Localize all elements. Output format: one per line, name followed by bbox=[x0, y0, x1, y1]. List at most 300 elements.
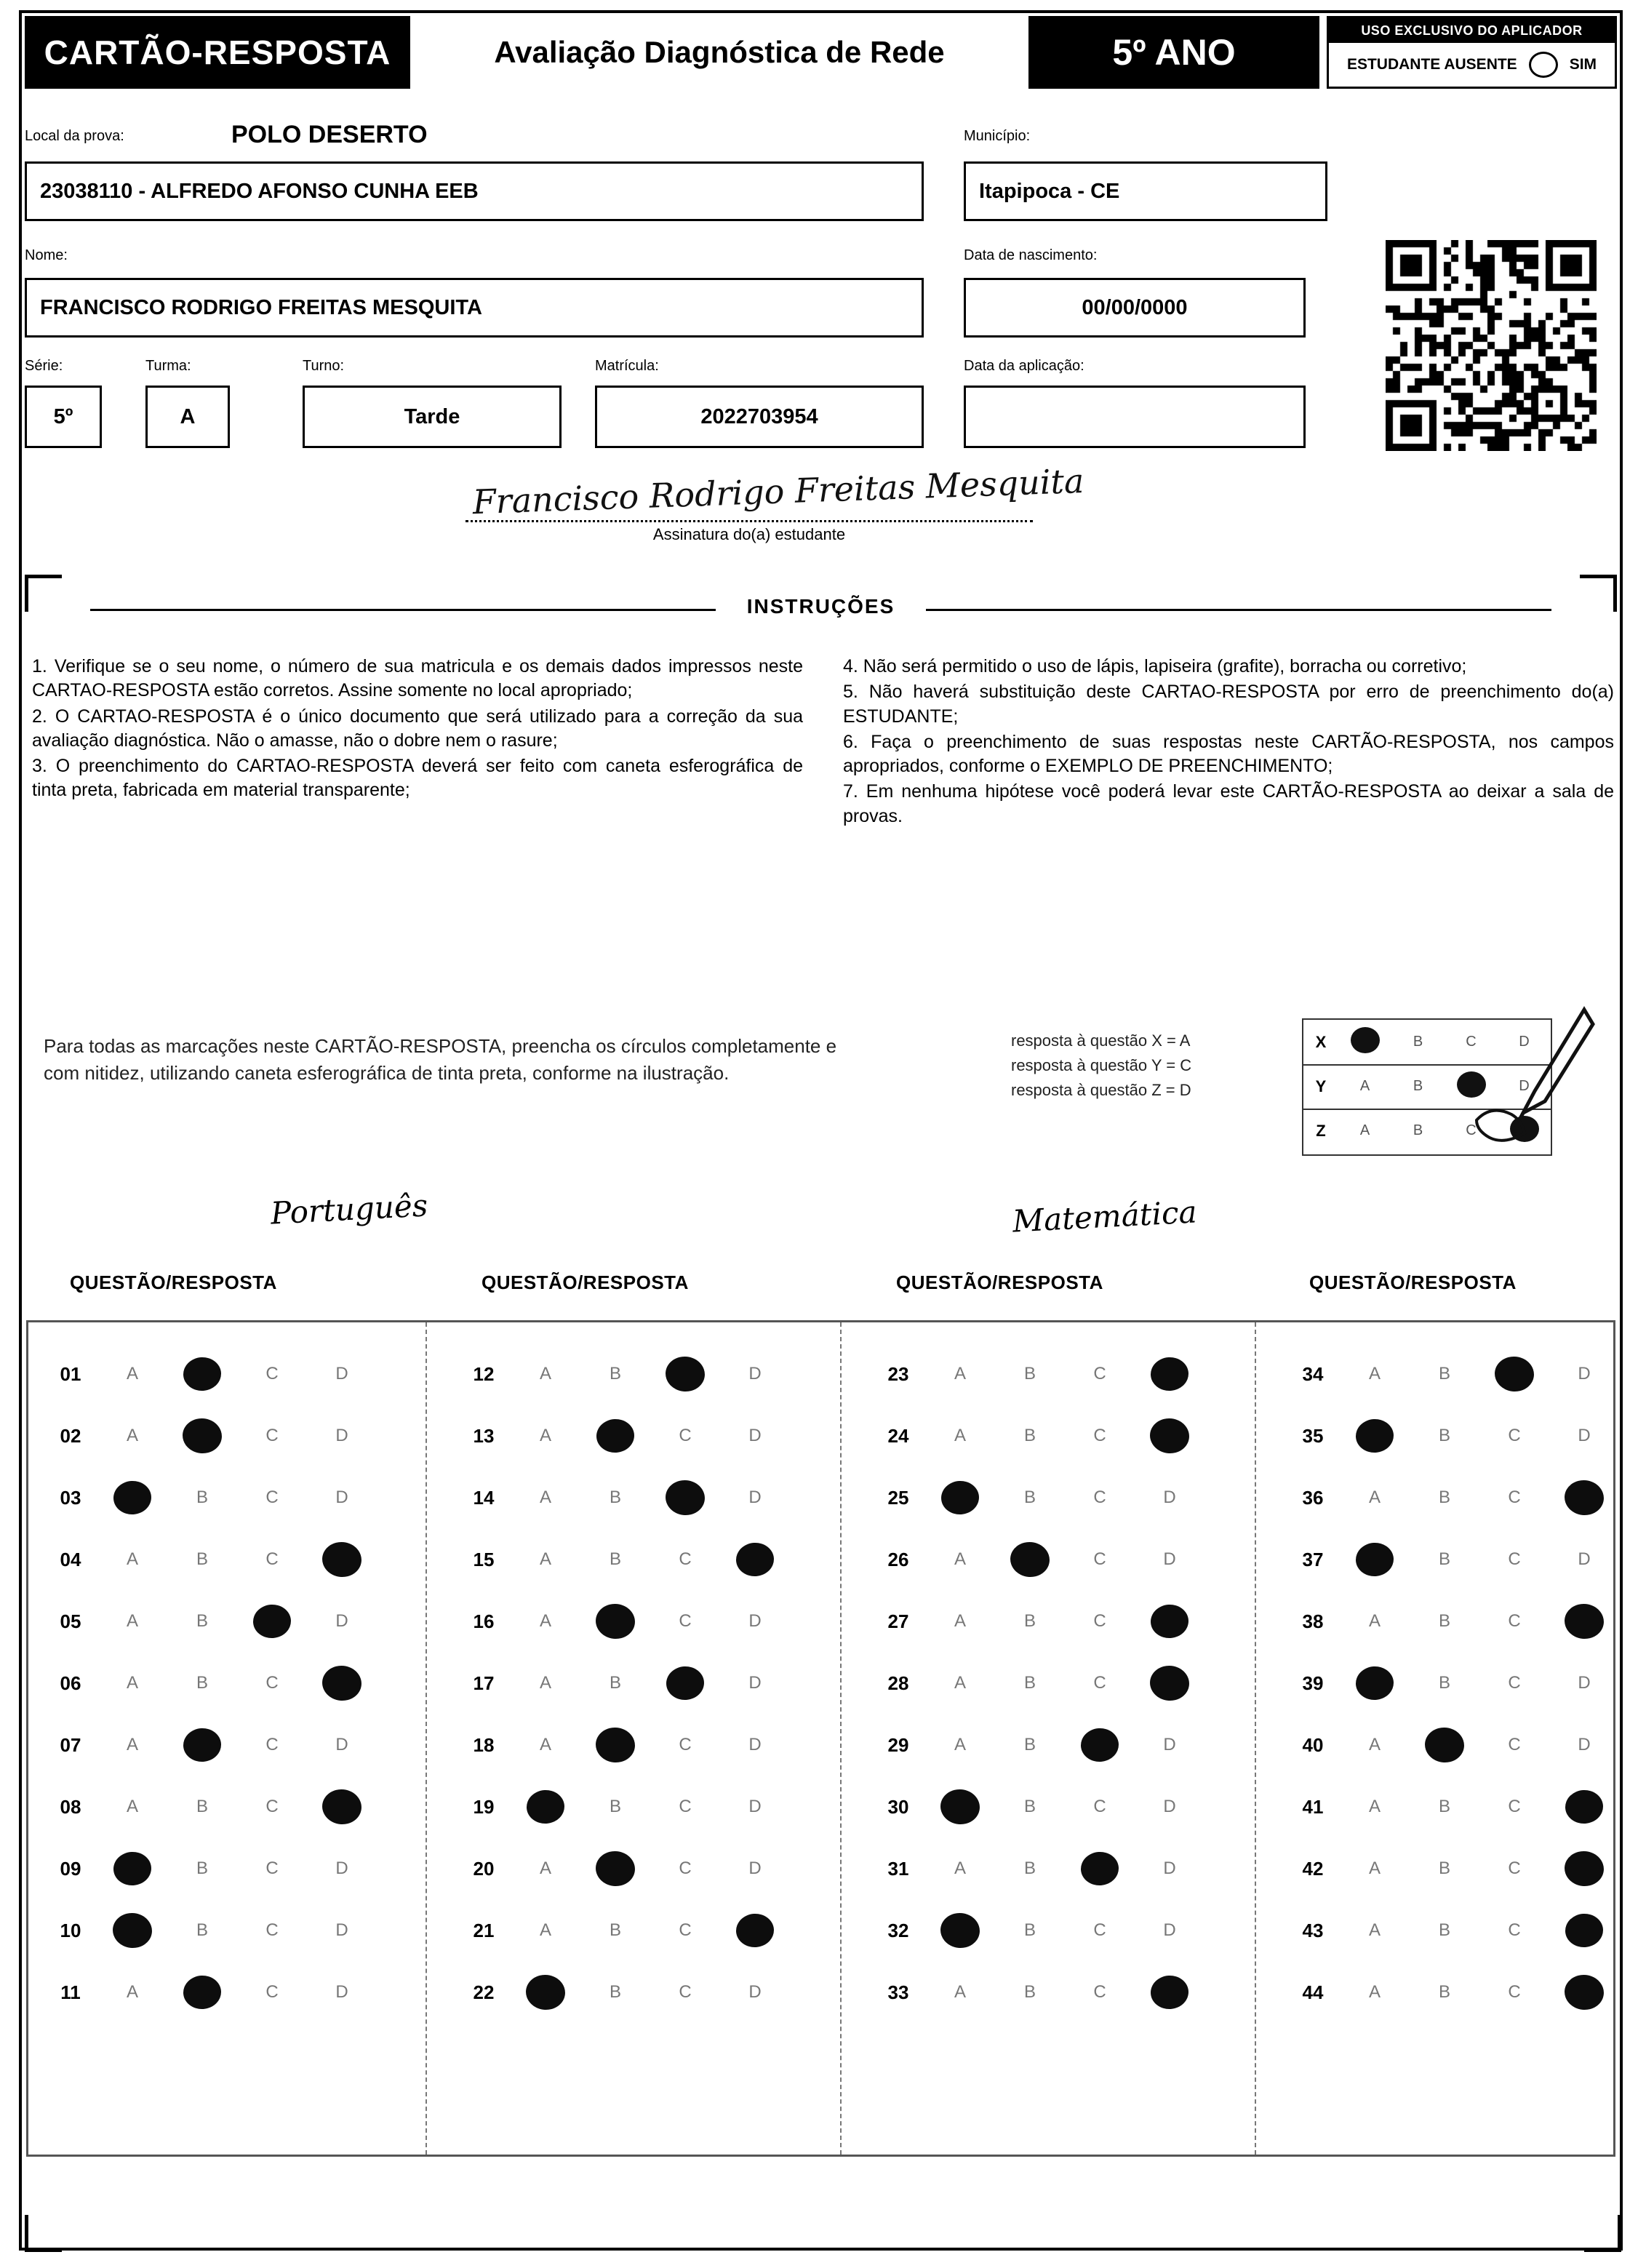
answer-bubble-B[interactable]: B bbox=[196, 1673, 208, 1693]
answer-bubble-D[interactable]: D bbox=[748, 1673, 762, 1693]
question-number: 29 bbox=[887, 1733, 909, 1756]
turno-value: Tarde bbox=[404, 404, 460, 428]
answer-bubble-D[interactable]: D bbox=[748, 1735, 762, 1754]
answer-bubble-D[interactable]: D bbox=[748, 1982, 762, 2002]
filled-bubble bbox=[735, 1541, 775, 1578]
instruction-item: 5. Não haverá substituição deste CARTAO-RESPOSTA por erro de preenchimento do(a) ESTUDANTE; bbox=[843, 682, 1614, 727]
question-number: 10 bbox=[60, 1919, 81, 1941]
answer-bubble-B[interactable]: B bbox=[196, 1549, 208, 1569]
answer-bubble-C[interactable]: C bbox=[1093, 1549, 1106, 1569]
municipio-value: Itapipoca - CE bbox=[979, 179, 1120, 203]
nome-field[interactable] bbox=[25, 278, 924, 338]
answer-bubble-A[interactable]: A bbox=[126, 1549, 138, 1569]
answer-bubble-B[interactable]: B bbox=[1023, 1797, 1036, 1816]
filled-bubble bbox=[1423, 1725, 1466, 1764]
filled-bubble bbox=[111, 1911, 154, 1949]
applicator-box bbox=[1327, 16, 1617, 89]
answer-bubble-C[interactable]: C bbox=[1093, 1364, 1106, 1383]
answer-bubble-D[interactable]: D bbox=[748, 1364, 762, 1383]
filled-bubble bbox=[252, 1603, 292, 1640]
question-number: 04 bbox=[60, 1548, 81, 1570]
answer-bubble-A[interactable]: A bbox=[954, 1426, 966, 1445]
answer-bubble-C[interactable]: C bbox=[1093, 1982, 1106, 2002]
answer-bubble-B[interactable]: B bbox=[196, 1858, 208, 1878]
answer-row[interactable] bbox=[44, 1780, 377, 1834]
answer-bubble-B[interactable]: B bbox=[1023, 1673, 1036, 1693]
answer-bubble-B[interactable]: B bbox=[1023, 1611, 1036, 1631]
answer-row[interactable] bbox=[44, 1471, 377, 1525]
signature-label: Assinatura do(a) estudante bbox=[652, 525, 846, 543]
answer-bubble-D[interactable]: D bbox=[1163, 1735, 1176, 1754]
answer-row[interactable] bbox=[1286, 1594, 1619, 1648]
answer-bubble-D[interactable]: D bbox=[1578, 1426, 1591, 1445]
answer-bubble-B[interactable]: B bbox=[609, 1673, 621, 1693]
answer-row[interactable] bbox=[871, 1533, 1204, 1586]
answer-row[interactable] bbox=[44, 1533, 377, 1586]
question-number: 09 bbox=[60, 1857, 81, 1880]
answer-row[interactable] bbox=[457, 1656, 790, 1710]
answer-bubble-D[interactable]: D bbox=[748, 1797, 762, 1816]
answer-bubble-B[interactable]: B bbox=[1023, 1920, 1036, 1940]
answer-bubble-B[interactable]: B bbox=[1438, 1920, 1450, 1940]
answer-bubble-B[interactable]: B bbox=[609, 1364, 621, 1383]
answer-row[interactable] bbox=[457, 1409, 790, 1463]
example-row-label: Z bbox=[1316, 1121, 1326, 1140]
example-option: B bbox=[1413, 1078, 1423, 1094]
answer-bubble-D[interactable]: D bbox=[1578, 1673, 1591, 1693]
question-number: 24 bbox=[887, 1424, 909, 1447]
legend-line: resposta à questão X = A bbox=[1011, 1031, 1191, 1050]
answer-bubble-A[interactable]: A bbox=[954, 1364, 966, 1383]
school-field[interactable] bbox=[25, 161, 924, 221]
question-number: 21 bbox=[473, 1919, 495, 1941]
answer-bubble-A[interactable]: A bbox=[539, 1364, 551, 1383]
filled-bubble bbox=[1148, 1664, 1191, 1702]
answer-bubble-A[interactable]: A bbox=[126, 1611, 138, 1631]
answer-bubble-A[interactable]: A bbox=[1368, 1488, 1381, 1507]
answer-bubble-C[interactable]: C bbox=[1508, 1858, 1521, 1878]
aplicacao-field[interactable] bbox=[964, 386, 1306, 448]
question-number: 43 bbox=[1302, 1919, 1324, 1941]
filled-bubble bbox=[1563, 1602, 1606, 1640]
nome-value: FRANCISCO RODRIGO FREITAS MESQUITA bbox=[40, 295, 482, 319]
card-title: CARTÃO-RESPOSTA bbox=[44, 33, 391, 71]
filled-bubble bbox=[1351, 1027, 1380, 1053]
answer-row[interactable] bbox=[44, 1656, 377, 1710]
answer-bubble-A[interactable]: A bbox=[1368, 1611, 1381, 1631]
nascimento-label: Data de nascimento: bbox=[964, 247, 1098, 263]
question-number: 16 bbox=[473, 1610, 495, 1632]
answer-row[interactable] bbox=[1286, 1965, 1619, 2019]
answer-bubble-B[interactable]: B bbox=[1023, 1735, 1036, 1754]
filled-bubble bbox=[1564, 1912, 1604, 1949]
answer-bubble-B[interactable]: B bbox=[1023, 1858, 1036, 1878]
matricula-field[interactable] bbox=[595, 386, 924, 448]
absent-bubble[interactable] bbox=[1529, 52, 1558, 78]
answer-bubble-D[interactable]: D bbox=[1578, 1364, 1591, 1383]
answer-bubble-C[interactable]: C bbox=[1508, 1673, 1521, 1693]
answer-bubble-C[interactable]: C bbox=[1508, 1735, 1521, 1754]
question-number: 02 bbox=[60, 1424, 81, 1447]
answer-row[interactable] bbox=[871, 1965, 1204, 2019]
answer-row[interactable] bbox=[457, 1471, 790, 1525]
filled-bubble bbox=[1493, 1354, 1536, 1393]
answer-bubble-C[interactable]: C bbox=[1508, 1611, 1521, 1631]
answer-bubble-A[interactable]: A bbox=[1368, 1797, 1381, 1816]
answer-bubble-C[interactable]: C bbox=[1508, 1488, 1521, 1507]
example-option bbox=[1338, 1027, 1391, 1058]
answer-bubble-A[interactable]: A bbox=[126, 1797, 138, 1816]
question-column-title: QUESTÃO/RESPOSTA bbox=[1309, 1271, 1517, 1293]
answer-bubble-A[interactable]: A bbox=[1368, 1920, 1381, 1940]
answer-bubble-A[interactable]: A bbox=[1368, 1858, 1381, 1878]
answer-bubble-C[interactable]: C bbox=[265, 1673, 279, 1693]
answer-bubble-A[interactable]: A bbox=[539, 1673, 551, 1693]
answer-row[interactable] bbox=[871, 1780, 1204, 1834]
filled-bubble bbox=[1563, 1973, 1606, 2011]
answer-row[interactable] bbox=[44, 1904, 377, 1957]
question-number: 17 bbox=[473, 1672, 495, 1694]
municipio-field[interactable] bbox=[964, 161, 1327, 221]
fill-example-legend bbox=[1011, 1029, 1302, 1103]
answer-bubble-C[interactable]: C bbox=[1093, 1611, 1106, 1631]
corner-mark-bottom-right bbox=[1584, 2215, 1621, 2252]
answer-row[interactable] bbox=[457, 1842, 790, 1896]
filled-bubble bbox=[321, 1540, 364, 1578]
answers-divider bbox=[426, 1322, 427, 2155]
qr-code bbox=[1386, 240, 1597, 451]
filled-bubble bbox=[321, 1664, 364, 1702]
question-column-title: QUESTÃO/RESPOSTA bbox=[482, 1271, 689, 1293]
answer-row[interactable] bbox=[1286, 1904, 1619, 1957]
example-row-label: X bbox=[1315, 1032, 1327, 1051]
filled-bubble bbox=[182, 1356, 222, 1392]
filled-bubble bbox=[1354, 1541, 1394, 1578]
filled-bubble bbox=[1009, 1540, 1052, 1578]
answer-bubble-B[interactable]: B bbox=[1438, 1426, 1450, 1445]
answer-bubble-A[interactable]: A bbox=[126, 1426, 138, 1445]
fill-note: Para todas as marcações neste CARTÃO-RESPOSTA, preencha os círculos completamente e com nitidez, utilizando caneta esferográfica de tinta preta, conforme na ilustração. bbox=[44, 1035, 837, 1084]
answer-bubble-C[interactable]: C bbox=[1508, 1426, 1521, 1445]
answer-bubble-D[interactable]: D bbox=[1163, 1488, 1176, 1507]
nascimento-field[interactable] bbox=[964, 278, 1306, 338]
pen-icon bbox=[1447, 1004, 1600, 1157]
filled-bubble bbox=[525, 1789, 565, 1825]
answer-row[interactable] bbox=[871, 1347, 1204, 1401]
matricula-value: 2022703954 bbox=[700, 404, 818, 428]
answer-bubble-B[interactable]: B bbox=[609, 1797, 621, 1816]
answer-bubble-A[interactable]: A bbox=[954, 1549, 966, 1569]
filled-bubble bbox=[595, 1418, 635, 1454]
answer-bubble-B[interactable]: B bbox=[196, 1920, 208, 1940]
question-number: 37 bbox=[1302, 1548, 1324, 1570]
answer-bubble-C[interactable]: C bbox=[1093, 1673, 1106, 1693]
nome-label: Nome: bbox=[25, 247, 68, 263]
answer-bubble-D[interactable]: D bbox=[1163, 1549, 1176, 1569]
answer-bubble-A[interactable]: A bbox=[539, 1735, 551, 1754]
answer-bubble-B[interactable]: B bbox=[1438, 1982, 1450, 2002]
answer-bubble-B[interactable]: B bbox=[1438, 1673, 1450, 1693]
turno-field[interactable] bbox=[303, 386, 562, 448]
filled-bubble bbox=[665, 1665, 705, 1701]
answer-row[interactable] bbox=[457, 1718, 790, 1772]
answers-divider bbox=[1255, 1322, 1256, 2155]
answer-row[interactable] bbox=[44, 1842, 377, 1896]
absent-row bbox=[1329, 43, 1615, 87]
answer-bubble-A[interactable]: A bbox=[126, 1735, 138, 1754]
answer-bubble-B[interactable]: B bbox=[609, 1920, 621, 1940]
instructions-column-right bbox=[843, 655, 1614, 830]
serie-label: Série: bbox=[25, 358, 63, 374]
answer-bubble-D[interactable]: D bbox=[335, 1488, 348, 1507]
answer-bubble-A[interactable]: A bbox=[126, 1364, 138, 1383]
answer-bubble-A[interactable]: A bbox=[539, 1488, 551, 1507]
example-option: C bbox=[1466, 1034, 1477, 1050]
answer-bubble-C[interactable]: C bbox=[265, 1549, 279, 1569]
question-number: 13 bbox=[473, 1424, 495, 1447]
answer-row[interactable] bbox=[871, 1904, 1204, 1957]
answer-bubble-C[interactable]: C bbox=[1093, 1920, 1106, 1940]
example-option: B bbox=[1413, 1034, 1423, 1050]
answer-bubble-D[interactable]: D bbox=[748, 1858, 762, 1878]
exam-title-box bbox=[410, 16, 1028, 89]
answer-bubble-D[interactable]: D bbox=[748, 1611, 762, 1631]
subject-portuguese: Português bbox=[269, 1187, 429, 1231]
answer-bubble-C[interactable]: C bbox=[679, 1797, 692, 1816]
answer-bubble-D[interactable]: D bbox=[1163, 1858, 1176, 1878]
question-number: 34 bbox=[1302, 1362, 1324, 1385]
answer-bubble-B[interactable]: B bbox=[1023, 1982, 1036, 2002]
answer-bubble-C[interactable]: C bbox=[1093, 1797, 1106, 1816]
answer-bubble-C[interactable]: C bbox=[679, 1982, 692, 2002]
answer-bubble-D[interactable]: D bbox=[335, 1364, 348, 1383]
aplicacao-label: Data da aplicação: bbox=[964, 358, 1084, 374]
answer-row[interactable] bbox=[871, 1656, 1204, 1710]
answer-row[interactable] bbox=[871, 1718, 1204, 1772]
filled-bubble bbox=[1149, 1974, 1189, 2011]
example-option: A bbox=[1359, 1122, 1370, 1138]
corner-mark-bottom-left bbox=[25, 2215, 62, 2252]
answer-row[interactable] bbox=[871, 1842, 1204, 1896]
answer-bubble-C[interactable]: C bbox=[265, 1735, 279, 1754]
municipio-label: Município: bbox=[964, 128, 1031, 144]
answer-row[interactable] bbox=[457, 1904, 790, 1957]
answer-bubble-A[interactable]: A bbox=[126, 1982, 138, 2002]
filled-bubble bbox=[181, 1416, 224, 1455]
question-number: 32 bbox=[887, 1919, 909, 1941]
nascimento-value: 00/00/0000 bbox=[1082, 295, 1188, 319]
student-signature-handwriting: Francisco Rodrigo Freitas Mesquita bbox=[471, 460, 1085, 522]
answer-bubble-A[interactable]: A bbox=[539, 1920, 551, 1940]
question-number: 20 bbox=[473, 1857, 495, 1880]
answer-bubble-C[interactable]: C bbox=[1508, 1920, 1521, 1940]
answer-bubble-A[interactable]: A bbox=[954, 1982, 966, 2002]
filled-bubble bbox=[735, 1912, 775, 1949]
filled-bubble bbox=[1563, 1849, 1606, 1888]
question-number: 05 bbox=[60, 1610, 81, 1632]
answer-row[interactable] bbox=[1286, 1780, 1619, 1834]
question-number: 18 bbox=[473, 1733, 495, 1756]
answer-bubble-A[interactable]: A bbox=[1368, 1364, 1381, 1383]
answer-bubble-C[interactable]: C bbox=[1093, 1426, 1106, 1445]
answer-bubble-B[interactable]: B bbox=[196, 1611, 208, 1631]
matricula-label: Matrícula: bbox=[595, 358, 659, 374]
question-number: 03 bbox=[60, 1486, 81, 1509]
answer-bubble-B[interactable]: B bbox=[609, 1488, 621, 1507]
answer-bubble-D[interactable]: D bbox=[335, 1611, 348, 1631]
instruction-item: 6. Faça o preenchimento de suas respostas neste CARTÃO-RESPOSTA, nos campos apropriados, conforme o EXEMPLO DE PREENCHIMENTO; bbox=[843, 731, 1614, 776]
local-label: Local da prova: bbox=[25, 128, 124, 144]
question-number: 44 bbox=[1302, 1981, 1324, 2003]
answer-bubble-A[interactable]: A bbox=[954, 1673, 966, 1693]
answer-bubble-D[interactable]: D bbox=[1163, 1920, 1176, 1940]
answer-bubble-B[interactable]: B bbox=[609, 1549, 621, 1569]
instruction-item: 3. O preenchimento do CARTAO-RESPOSTA deverá ser feito com caneta esferográfica de tinta preta, fabricada em material transparente; bbox=[32, 756, 803, 801]
answer-row[interactable] bbox=[44, 1965, 377, 2019]
answer-bubble-C[interactable]: C bbox=[265, 1797, 279, 1816]
answer-row[interactable] bbox=[44, 1718, 377, 1772]
answer-bubble-A[interactable]: A bbox=[954, 1735, 966, 1754]
answer-row[interactable] bbox=[457, 1347, 790, 1401]
answer-row[interactable] bbox=[1286, 1533, 1619, 1586]
serie-field[interactable] bbox=[25, 386, 102, 448]
answer-bubble-D[interactable]: D bbox=[748, 1426, 762, 1445]
answer-bubble-D[interactable]: D bbox=[335, 1735, 348, 1754]
answer-bubble-C[interactable]: C bbox=[265, 1982, 279, 2002]
answer-bubble-A[interactable]: A bbox=[539, 1549, 551, 1569]
answer-bubble-B[interactable]: B bbox=[1023, 1426, 1036, 1445]
answer-bubble-D[interactable]: D bbox=[335, 1858, 348, 1878]
grade-banner bbox=[1028, 16, 1319, 89]
answer-bubble-C[interactable]: C bbox=[265, 1488, 279, 1507]
card-title-banner bbox=[25, 16, 410, 89]
answer-row[interactable] bbox=[457, 1594, 790, 1648]
answer-bubble-B[interactable]: B bbox=[1438, 1549, 1450, 1569]
question-number: 06 bbox=[60, 1672, 81, 1694]
serie-value: 5º bbox=[53, 404, 73, 428]
filled-bubble bbox=[1149, 1603, 1189, 1640]
answer-bubble-A[interactable]: A bbox=[1368, 1982, 1381, 2002]
answer-row[interactable] bbox=[457, 1533, 790, 1586]
example-option: A bbox=[1359, 1078, 1370, 1094]
answer-row[interactable] bbox=[1286, 1471, 1619, 1525]
answer-bubble-D[interactable]: D bbox=[1163, 1797, 1176, 1816]
answer-bubble-B[interactable]: B bbox=[609, 1982, 621, 2002]
answer-bubble-C[interactable]: C bbox=[265, 1364, 279, 1383]
filled-bubble bbox=[664, 1478, 707, 1517]
answer-bubble-B[interactable]: B bbox=[1438, 1797, 1450, 1816]
answer-bubble-B[interactable]: B bbox=[1438, 1364, 1450, 1383]
question-number: 11 bbox=[60, 1981, 81, 2003]
answer-bubble-B[interactable]: B bbox=[196, 1488, 208, 1507]
answer-bubble-A[interactable]: A bbox=[954, 1611, 966, 1631]
subject-math: Matemática bbox=[1011, 1194, 1198, 1239]
answer-bubble-B[interactable]: B bbox=[1438, 1488, 1450, 1507]
answer-row[interactable] bbox=[1286, 1656, 1619, 1710]
question-number: 08 bbox=[60, 1795, 81, 1818]
question-number: 22 bbox=[473, 1981, 495, 2003]
question-number: 19 bbox=[473, 1795, 495, 1818]
turma-label: Turma: bbox=[145, 358, 191, 374]
answer-bubble-B[interactable]: B bbox=[1023, 1364, 1036, 1383]
answer-bubble-C[interactable]: C bbox=[1508, 1549, 1521, 1569]
question-number: 26 bbox=[887, 1548, 909, 1570]
answer-bubble-C[interactable]: C bbox=[1508, 1797, 1521, 1816]
answer-bubble-A[interactable]: A bbox=[126, 1673, 138, 1693]
answer-bubble-A[interactable]: A bbox=[539, 1611, 551, 1631]
answer-bubble-C[interactable]: C bbox=[679, 1858, 692, 1878]
answer-row[interactable] bbox=[1286, 1718, 1619, 1772]
answer-bubble-D[interactable]: D bbox=[335, 1982, 348, 2002]
answer-bubble-C[interactable]: C bbox=[265, 1920, 279, 1940]
answer-bubble-C[interactable]: C bbox=[265, 1426, 279, 1445]
filled-bubble bbox=[1079, 1727, 1119, 1763]
answer-bubble-D[interactable]: D bbox=[1578, 1735, 1591, 1754]
answer-bubble-A[interactable]: A bbox=[539, 1858, 551, 1878]
legend-line: resposta à questão Z = D bbox=[1011, 1081, 1191, 1100]
answer-bubble-A[interactable]: A bbox=[954, 1858, 966, 1878]
answer-bubble-B[interactable]: B bbox=[196, 1797, 208, 1816]
question-number: 25 bbox=[887, 1486, 909, 1509]
question-column-title: QUESTÃO/RESPOSTA bbox=[70, 1271, 277, 1293]
answer-bubble-A[interactable]: A bbox=[539, 1426, 551, 1445]
answer-row[interactable] bbox=[44, 1594, 377, 1648]
answer-bubble-D[interactable]: D bbox=[335, 1426, 348, 1445]
exam-title: Avaliação Diagnóstica de Rede bbox=[494, 35, 945, 69]
question-number: 27 bbox=[887, 1610, 909, 1632]
answer-row[interactable] bbox=[457, 1780, 790, 1834]
answer-row[interactable] bbox=[871, 1471, 1204, 1525]
answer-bubble-C[interactable]: C bbox=[679, 1611, 692, 1631]
answer-bubble-D[interactable]: D bbox=[748, 1488, 762, 1507]
answer-row[interactable] bbox=[871, 1594, 1204, 1648]
answer-row[interactable] bbox=[1286, 1409, 1619, 1463]
answer-bubble-C[interactable]: C bbox=[679, 1426, 692, 1445]
question-number: 40 bbox=[1302, 1733, 1324, 1756]
answer-row[interactable] bbox=[457, 1965, 790, 2019]
answer-bubble-C[interactable]: C bbox=[679, 1549, 692, 1569]
answer-bubble-C[interactable]: C bbox=[1508, 1982, 1521, 2002]
legend-line: resposta à questão Y = C bbox=[1011, 1056, 1192, 1075]
answer-bubble-B[interactable]: B bbox=[1438, 1611, 1450, 1631]
answer-row[interactable] bbox=[44, 1409, 377, 1463]
answer-bubble-D[interactable]: D bbox=[335, 1920, 348, 1940]
answer-row[interactable] bbox=[1286, 1347, 1619, 1401]
answer-bubble-D[interactable]: D bbox=[1578, 1549, 1591, 1569]
question-number: 31 bbox=[887, 1857, 909, 1880]
example-option: D bbox=[1519, 1078, 1530, 1094]
answers-divider bbox=[840, 1322, 842, 2155]
applicator-box-title: USO EXCLUSIVO DO APLICADOR bbox=[1329, 18, 1615, 43]
answer-bubble-B[interactable]: B bbox=[1438, 1858, 1450, 1878]
answer-bubble-C[interactable]: C bbox=[679, 1735, 692, 1754]
answer-bubble-C[interactable]: C bbox=[679, 1920, 692, 1940]
filled-bubble bbox=[1149, 1356, 1189, 1392]
answer-bubble-B[interactable]: B bbox=[1023, 1488, 1036, 1507]
turma-field[interactable] bbox=[145, 386, 230, 448]
answer-bubble-A[interactable]: A bbox=[1368, 1735, 1381, 1754]
answer-row[interactable] bbox=[1286, 1842, 1619, 1896]
instruction-item: 2. O CARTAO-RESPOSTA é o único documento que será utilizado para a correção da sua avaliação diagnóstica. Não o amasse, não o dobre nem o rasure; bbox=[32, 706, 803, 751]
grade-label: 5º ANO bbox=[1112, 32, 1236, 73]
filled-bubble bbox=[940, 1480, 980, 1516]
instruction-item: 7. Em nenhuma hipótese você poderá levar este CARTÃO-RESPOSTA ao deixar a sala de provas. bbox=[843, 781, 1614, 826]
instructions-column-left bbox=[32, 655, 803, 804]
answer-row[interactable] bbox=[871, 1409, 1204, 1463]
answer-row[interactable] bbox=[44, 1347, 377, 1401]
answer-bubble-C[interactable]: C bbox=[265, 1858, 279, 1878]
answer-bubble-C[interactable]: C bbox=[1093, 1488, 1106, 1507]
